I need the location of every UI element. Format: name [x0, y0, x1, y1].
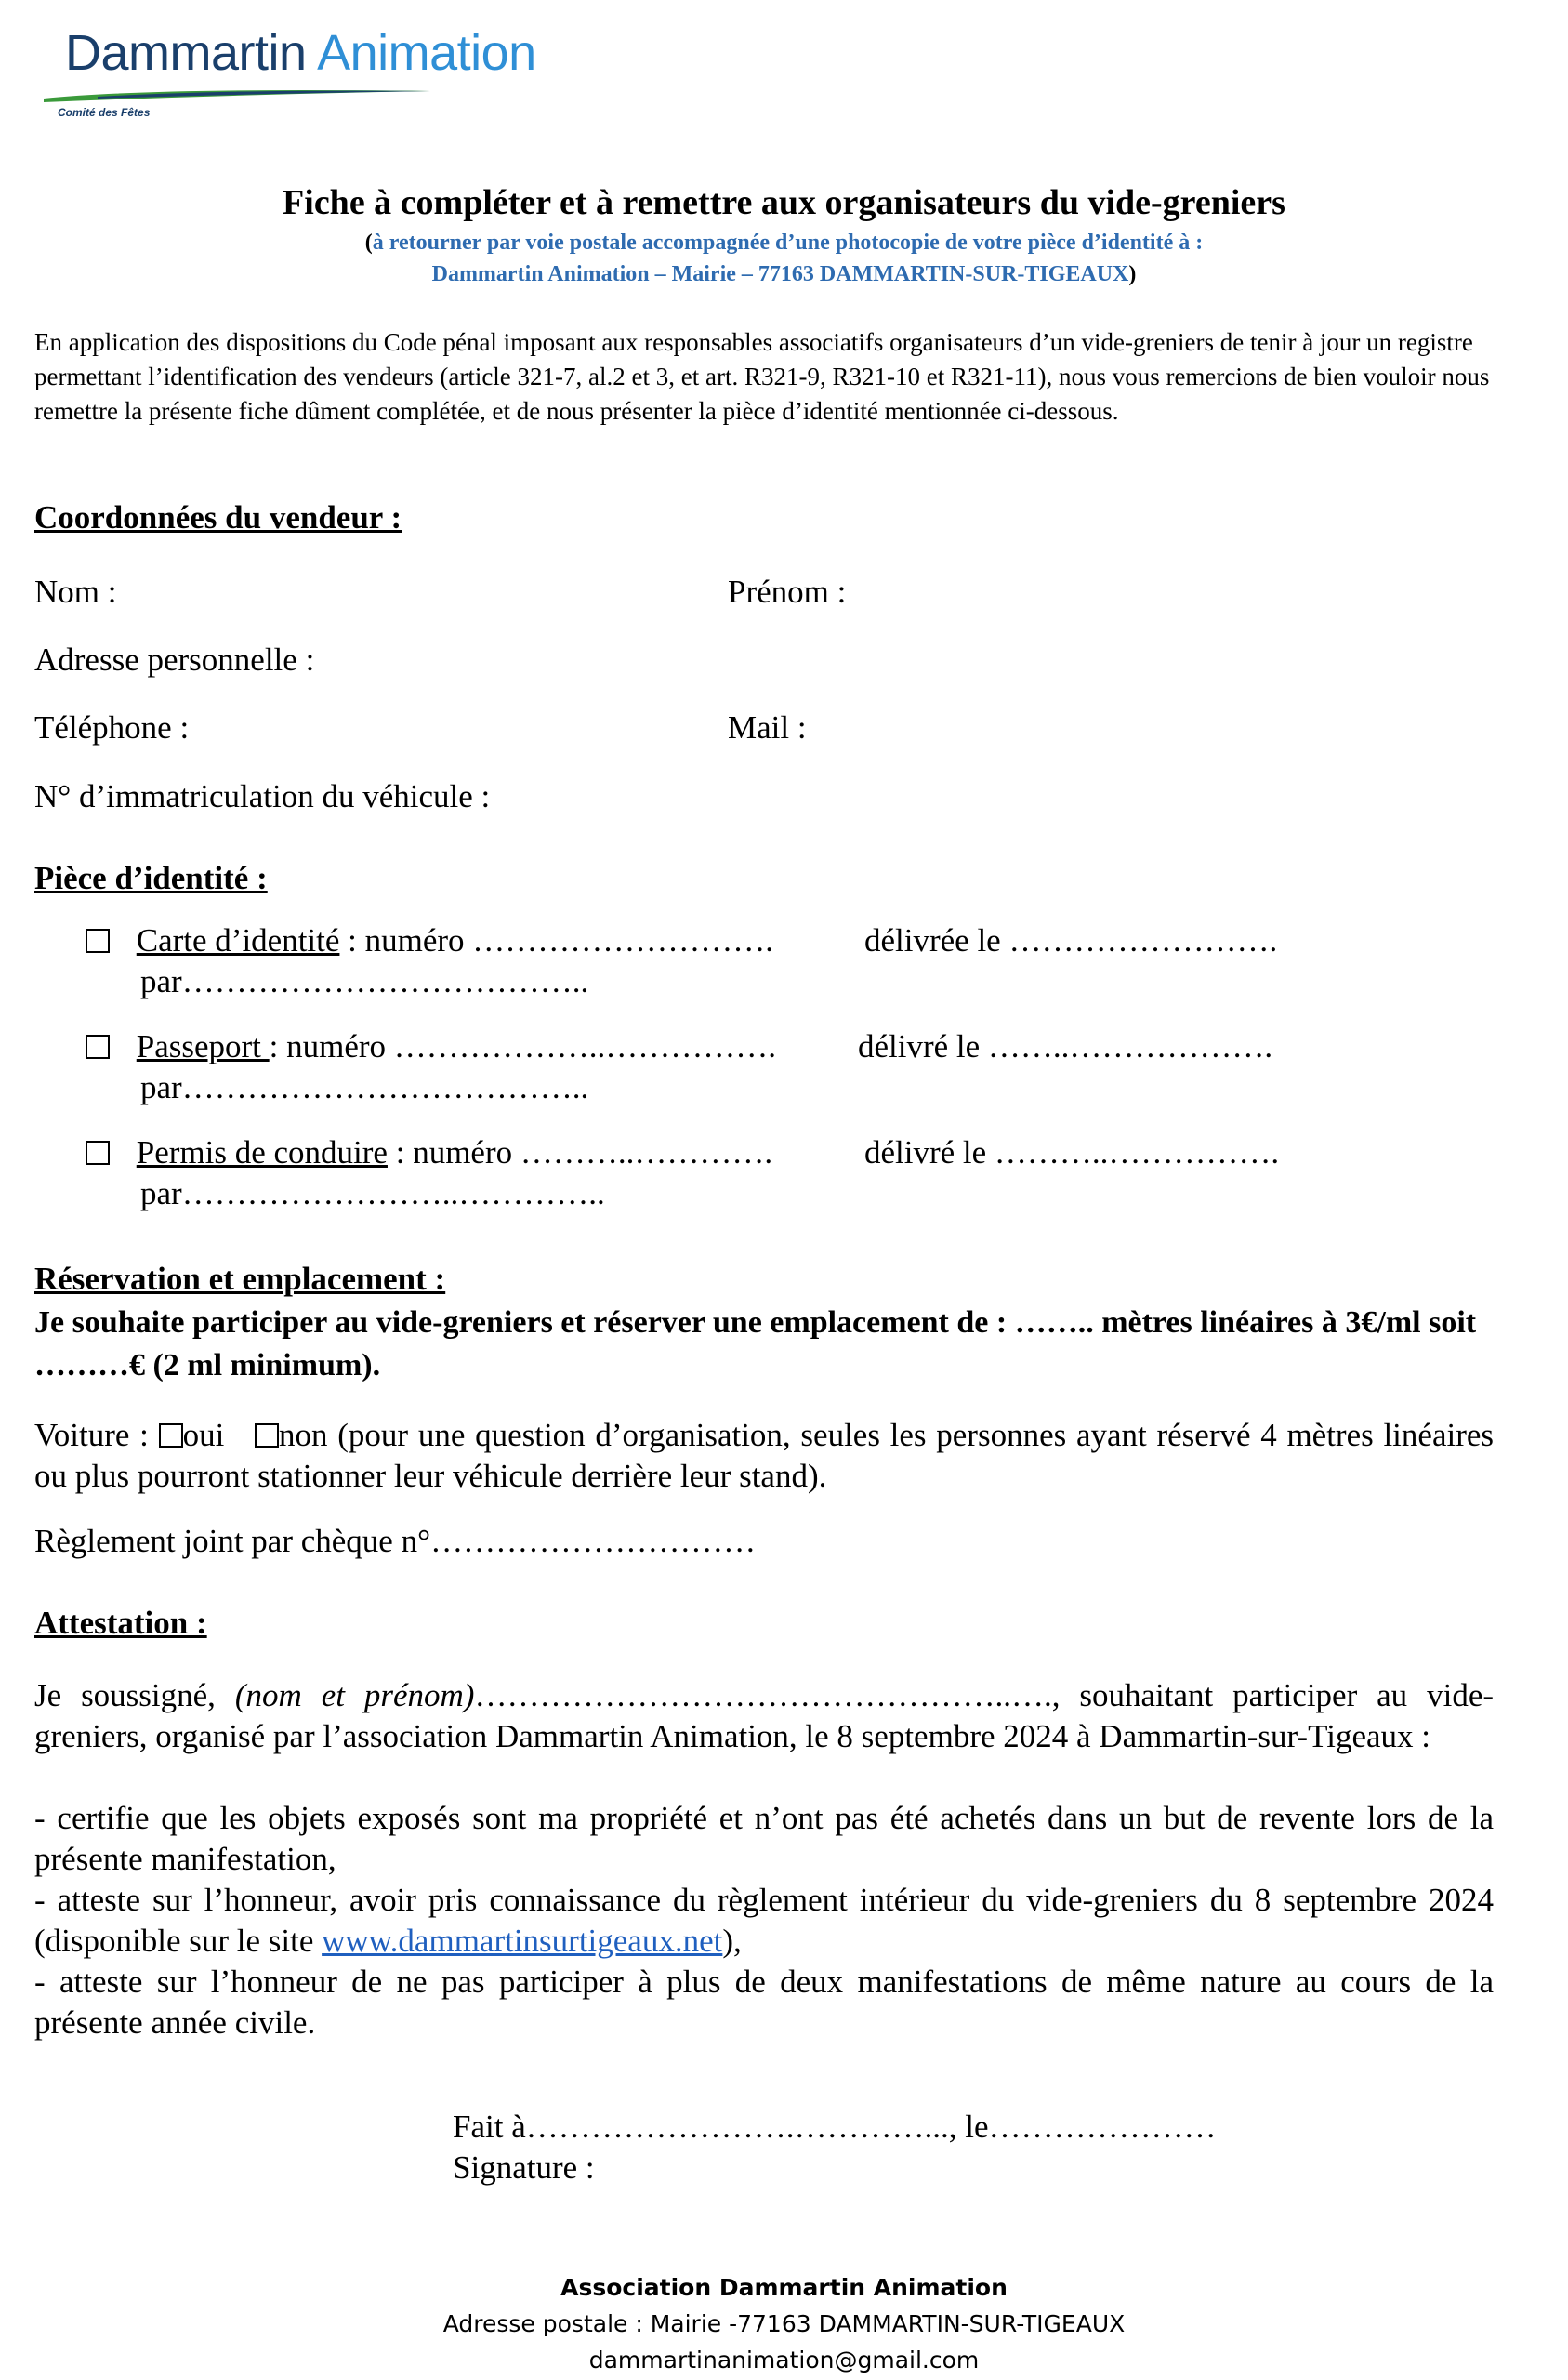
identity-heading: Pièce d’identité :	[34, 860, 268, 896]
attestation-point2: - atteste sur l’honneur, avoir pris connaissance du règlement intérieur du vide-greniers du 8 septembre 2024 (disponible sur le site www.dammartinsurtigeaux.net),	[34, 1882, 1494, 1959]
identity-passeport-delivre: délivré le ……..……………….	[858, 1028, 1273, 1064]
fait-a-line: Fait à…………………….…………..., le…………………	[453, 2109, 1217, 2145]
identity-passeport: Passeport : numéro ………………..…………….	[86, 1028, 776, 1065]
reglement-line: Règlement joint par chèque n°…………………………	[34, 1523, 757, 1559]
identity-carte-delivre: délivrée le …………………….	[864, 922, 1278, 959]
footer-address: Adresse postale : Mairie -77163 DAMMARTIN-SUR-TIGEAUX	[442, 2310, 1126, 2337]
identity-permis-delivre: délivré le ………..…………….	[864, 1134, 1280, 1170]
site-link[interactable]: www.dammartinsurtigeaux.net	[322, 1923, 723, 1959]
checkbox-non[interactable]	[255, 1423, 279, 1448]
signature-line: Signature :	[453, 2149, 595, 2186]
footer-email: dammartinanimation@gmail.com	[588, 2347, 980, 2373]
checkbox-carte[interactable]	[86, 929, 110, 953]
logo-word-dammartin: Dammartin	[65, 25, 307, 81]
attestation-point3: - atteste sur l’honneur de ne pas participer à plus de deux manifestations de même nature au cours de la présente année civile.	[34, 1964, 1494, 2041]
logo	[65, 24, 536, 82]
identity-passeport-par: par………………………………..	[140, 1069, 589, 1105]
logo-word-animation: Animation	[317, 25, 536, 81]
checkbox-oui[interactable]	[159, 1423, 183, 1448]
identity-carte-par: par………………………………..	[140, 963, 589, 999]
field-mail: Mail :	[728, 709, 807, 746]
seller-heading: Coordonnées du vendeur :	[34, 499, 402, 536]
field-adresse: Adresse personnelle :	[34, 641, 315, 678]
checkbox-permis[interactable]	[86, 1141, 110, 1165]
logo-subtitle: Comité des Fêtes	[58, 106, 151, 119]
identity-permis-par: par……………………..…………..	[140, 1175, 605, 1211]
voiture-block: Voiture : oui non (pour une question d’organisation, seules les personnes ayant réservé 4 mètres linéaires ou plus pourront stationner leur véhicule derrière leur stand).	[34, 1417, 1495, 1494]
intro-paragraph: En application des dispositions du Code pénal imposant aux responsables associatifs organisateurs d’un vide-greniers de tenir à jour un registre permettant l’identification des vendeurs (article 321-7, al.2 et 3, et art. R321-9, R321-10 et R321-11), nous vous remercions de bien vouloir nous remettre la présente fiche dûment complétée, et de nous présenter la pièce d’identité mentionnée ci-dessous.	[34, 328, 1490, 425]
subtitle-line1: (à retourner par voie postale accompagnée d’une photocopie de votre pièce d’identité à :	[364, 231, 1204, 255]
subtitle-line2: Dammartin Animation – Mairie – 77163 DAMMARTIN-SUR-TIGEAUX)	[431, 262, 1137, 286]
field-nom: Nom :	[34, 574, 117, 610]
reservation-heading: Réservation et emplacement :	[34, 1261, 446, 1297]
identity-carte: Carte d’identité : numéro ……………………….	[86, 922, 773, 959]
identity-permis: Permis de conduire : numéro ………..………….	[86, 1134, 772, 1171]
attestation-heading: Attestation :	[34, 1605, 207, 1641]
field-telephone: Téléphone :	[34, 709, 190, 746]
field-prenom: Prénom :	[728, 574, 847, 610]
attestation-point1: - certifie que les objets exposés sont ma propriété et n’ont pas été achetés dans un but de revente lors de la présente manifestation,	[34, 1800, 1494, 1877]
checkbox-passeport[interactable]	[86, 1035, 110, 1059]
logo-swoosh-icon	[42, 86, 432, 104]
field-immatriculation: N° d’immatriculation du véhicule :	[34, 778, 491, 814]
footer-association: Association Dammartin Animation	[560, 2274, 1008, 2301]
reservation-text: Je souhaite participer au vide-greniers et réserver une emplacement de : …….. mètres linéaires à 3€/ml soit ………€ (2 ml minimum).	[34, 1305, 1477, 1382]
page-title: Fiche à compléter et à remettre aux organisateurs du vide-greniers	[283, 183, 1285, 222]
attestation-intro: Je soussigné, (nom et prénom)…………………………………………..…., souhaitant participer au vide-greniers, organisé par l’association Dammartin Animation, le 8 septembre 2024 à Dammartin-sur-Tigeaux :	[34, 1677, 1495, 1754]
